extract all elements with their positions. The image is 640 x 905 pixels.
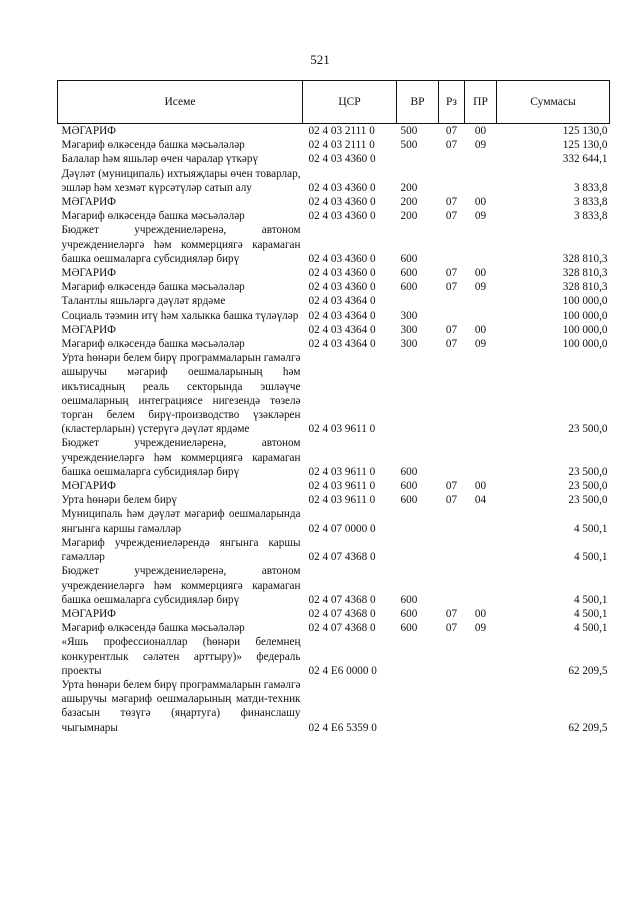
cell-csr: 02 4 07 0000 0	[308, 522, 376, 535]
table-row	[58, 280, 610, 294]
table-row	[58, 223, 610, 266]
cell-rz	[439, 635, 465, 678]
cell-csr: 02 4 03 2111 0	[308, 139, 375, 152]
cell-rz	[439, 167, 465, 195]
cell-vr	[397, 536, 439, 564]
cell-pr: 00	[474, 607, 487, 620]
cell-csr: 02 4 03 9611 0	[308, 480, 376, 493]
table-row	[58, 479, 610, 493]
table-row	[58, 323, 610, 337]
cell-rz	[439, 309, 465, 323]
cell-name: Мәгариф өлкәсендә башка мәсьәләләр	[61, 281, 245, 294]
cell-name: Талантлы яшьләргә дәүләт ярдәме	[61, 295, 226, 308]
cell-sum: 4 500,1	[573, 622, 608, 635]
cell-rz: 07	[445, 323, 458, 336]
cell-pr: 00	[474, 480, 487, 493]
cell-csr: 02 4 03 4360 0	[308, 252, 376, 265]
cell-sum: 4 500,1	[573, 607, 608, 620]
cell-csr: 02 4 E6 5359 0	[308, 721, 377, 734]
cell-csr: 02 4 03 9611 0	[308, 494, 376, 507]
cell-rz	[439, 536, 465, 564]
cell-vr: 600	[400, 267, 418, 280]
cell-name: Урта һөнәри белем бирү программаларын гамәлгә ашыручы мәгариф оешмаларының матди-техник базасын төзүгә (яңартуга) финанслашу чыгымнары	[61, 678, 301, 734]
table-row	[58, 507, 610, 535]
cell-name: Урта һөнәри белем бирү программаларын гамәлгә ашыручы мәгариф оешмаларының һәм икътисадның реаль секторында эшләүче оешмаларның интеграциясе нигезендә төзелә торган белем бирү-производство үзәкләрен (кластерларын) үстерүгә дәүләт ярдәме	[61, 352, 301, 436]
cell-csr: 02 4 07 4368 0	[308, 607, 376, 620]
cell-pr	[465, 635, 497, 678]
table-header-row	[58, 81, 610, 124]
header-sum: Суммасы	[497, 81, 610, 124]
cell-pr: 09	[474, 281, 487, 294]
table-row	[58, 152, 610, 166]
table-row	[58, 266, 610, 280]
cell-vr: 600	[400, 494, 418, 507]
cell-csr: 02 4 07 4368 0	[308, 551, 376, 564]
cell-sum: 100 000,0	[562, 338, 608, 351]
budget-table	[57, 80, 610, 735]
cell-sum: 62 209,5	[568, 721, 608, 734]
cell-pr	[465, 678, 497, 735]
cell-rz: 07	[445, 210, 458, 223]
header-vr: ВР	[397, 81, 439, 124]
cell-pr	[465, 309, 497, 323]
table-row	[58, 294, 610, 308]
cell-pr: 09	[474, 210, 487, 223]
table-row	[58, 351, 610, 436]
cell-name: Социаль тәэмин итү һәм халыкка башка түләүләр	[61, 309, 299, 322]
cell-name: Бюджет учреждениеләренә, автоном учреждениеләргә һәм коммерциягә карамаган башка оешмаларга субсидияләр бирү	[61, 437, 301, 478]
header-rz: Рз	[439, 81, 465, 124]
cell-csr: 02 4 03 2111 0	[308, 125, 375, 137]
cell-name: Бюджет учреждениеләренә, автоном учреждениеләргә һәм коммерциягә карамаган башка оешмаларга субсидияләр бирү	[61, 224, 301, 265]
cell-sum: 3 833,8	[573, 196, 608, 209]
table-row	[58, 195, 610, 209]
cell-pr: 00	[474, 125, 487, 137]
cell-vr: 200	[400, 210, 418, 223]
cell-sum: 4 500,1	[573, 593, 608, 606]
cell-pr	[465, 536, 497, 564]
cell-rz: 07	[445, 480, 458, 493]
cell-sum: 328 810,3	[562, 281, 608, 294]
cell-csr: 02 4 03 4360 0	[308, 267, 376, 280]
cell-pr: 00	[474, 196, 487, 209]
cell-name: МӘГАРИФ	[61, 607, 116, 620]
cell-vr: 500	[400, 139, 418, 152]
cell-sum: 23 500,0	[568, 423, 608, 436]
cell-pr: 09	[474, 622, 487, 635]
cell-pr: 09	[474, 338, 487, 351]
table-row	[58, 607, 610, 621]
cell-sum: 332 644,1	[562, 153, 608, 166]
cell-pr	[465, 564, 497, 607]
cell-sum: 3 833,8	[573, 181, 608, 194]
table-row	[58, 124, 610, 139]
cell-csr: 02 4 E6 0000 0	[308, 664, 377, 677]
cell-rz	[439, 564, 465, 607]
cell-vr	[397, 152, 439, 166]
cell-vr	[397, 678, 439, 735]
cell-csr: 02 4 03 9611 0	[308, 465, 376, 478]
cell-name: МӘГАРИФ	[61, 267, 116, 280]
cell-vr: 200	[400, 196, 418, 209]
cell-name: Мәгариф өлкәсендә башка мәсьәләләр	[61, 139, 245, 152]
cell-sum: 100 000,0	[562, 309, 608, 322]
cell-vr	[397, 635, 439, 678]
cell-sum: 4 500,1	[573, 551, 608, 564]
cell-rz: 07	[445, 622, 458, 635]
table-row	[58, 635, 610, 678]
cell-sum: 328 810,3	[562, 252, 608, 265]
cell-sum: 125 130,0	[562, 125, 608, 137]
table-row	[58, 678, 610, 735]
cell-sum: 4 500,1	[573, 522, 608, 535]
cell-sum: 100 000,0	[562, 323, 608, 336]
cell-csr: 02 4 03 4360 0	[308, 153, 376, 166]
cell-vr: 600	[400, 622, 418, 635]
cell-name: Муниципаль һәм дәүләт мәгариф оешмаларында янгынга каршы гамәлләр	[61, 508, 301, 535]
cell-name: Мәгариф өлкәсендә башка мәсьәләләр	[61, 622, 245, 635]
cell-pr: 04	[474, 494, 487, 507]
cell-csr: 02 4 03 4364 0	[308, 309, 376, 322]
cell-vr: 500	[400, 125, 418, 137]
cell-rz: 07	[445, 267, 458, 280]
table-row	[58, 564, 610, 607]
cell-name: «Яшь профессионаллар (һөнәри белемнең конкурентлык сәләтен арттыру)» федераль проекты	[61, 636, 301, 677]
cell-rz: 07	[445, 125, 458, 137]
table-row	[58, 621, 610, 635]
table-row	[58, 337, 610, 351]
cell-sum: 23 500,0	[568, 480, 608, 493]
cell-vr: 300	[400, 309, 418, 322]
cell-pr	[465, 436, 497, 479]
cell-pr: 09	[474, 139, 487, 152]
cell-rz: 07	[445, 607, 458, 620]
cell-vr: 300	[400, 323, 418, 336]
cell-csr: 02 4 03 4364 0	[308, 338, 376, 351]
cell-rz	[439, 294, 465, 308]
cell-name: Мәгариф өлкәсендә башка мәсьәләләр	[61, 338, 245, 351]
cell-csr: 02 4 07 4368 0	[308, 593, 376, 606]
table-row	[58, 209, 610, 223]
cell-rz	[439, 507, 465, 535]
cell-vr: 600	[400, 480, 418, 493]
cell-csr: 02 4 03 4364 0	[308, 323, 376, 336]
table-row	[58, 167, 610, 195]
cell-csr: 02 4 07 4368 0	[308, 622, 376, 635]
cell-csr: 02 4 03 9611 0	[308, 423, 376, 436]
table-body	[58, 124, 610, 735]
cell-sum: 3 833,8	[573, 210, 608, 223]
cell-csr: 02 4 03 4364 0	[308, 295, 376, 308]
cell-vr: 600	[400, 607, 418, 620]
header-csr: ЦСР	[303, 81, 397, 124]
cell-rz: 07	[445, 494, 458, 507]
cell-sum: 328 810,3	[562, 267, 608, 280]
cell-rz	[439, 223, 465, 266]
cell-rz	[439, 436, 465, 479]
cell-rz: 07	[445, 281, 458, 294]
cell-vr: 600	[400, 593, 418, 606]
cell-name: МӘГАРИФ	[61, 323, 116, 336]
cell-name: Мәгариф өлкәсендә башка мәсьәләләр	[61, 210, 245, 223]
cell-pr: 00	[474, 323, 487, 336]
table-row	[58, 493, 610, 507]
cell-csr: 02 4 03 4360 0	[308, 281, 376, 294]
cell-sum: 23 500,0	[568, 465, 608, 478]
cell-rz: 07	[445, 139, 458, 152]
cell-vr: 600	[400, 281, 418, 294]
cell-csr: 02 4 03 4360 0	[308, 181, 376, 194]
cell-sum: 23 500,0	[568, 494, 608, 507]
table-row	[58, 309, 610, 323]
cell-pr	[465, 507, 497, 535]
cell-name: Бюджет учреждениеләренә, автоном учреждениеләргә һәм коммерциягә карамаган башка оешмаларга субсидияләр бирү	[61, 565, 301, 606]
cell-name: МӘГАРИФ	[61, 196, 116, 209]
cell-vr: 600	[400, 252, 418, 265]
cell-name: Урта һөнәри белем бирү	[61, 494, 177, 507]
cell-name: МӘГАРИФ	[61, 125, 116, 137]
cell-name: Мәгариф учреждениеләрендә янгынга каршы гамәлләр	[61, 536, 301, 564]
cell-csr: 02 4 03 4360 0	[308, 210, 376, 223]
cell-csr: 02 4 03 4360 0	[308, 196, 376, 209]
cell-rz	[439, 152, 465, 166]
cell-rz	[439, 351, 465, 436]
page-number: 521	[310, 52, 330, 67]
table-row	[58, 138, 610, 152]
table-row	[58, 536, 610, 564]
cell-name: Балалар һәм яшьләр өчен чаралар үткәрү	[61, 153, 259, 166]
cell-pr: 00	[474, 267, 487, 280]
cell-rz	[439, 678, 465, 735]
cell-pr	[465, 294, 497, 308]
cell-pr	[465, 167, 497, 195]
cell-pr	[465, 152, 497, 166]
header-name: Исеме	[58, 81, 303, 124]
cell-vr: 600	[400, 465, 418, 478]
cell-vr: 300	[400, 338, 418, 351]
cell-vr	[397, 294, 439, 308]
cell-name: Дәүләт (муниципаль) ихтыяҗлары өчен товарлар, эшләр һәм хезмәт күрсәтүләр сатып алу	[61, 167, 301, 194]
cell-vr: 200	[400, 181, 418, 194]
cell-rz: 07	[445, 196, 458, 209]
cell-vr	[397, 507, 439, 535]
cell-rz: 07	[445, 338, 458, 351]
cell-pr	[465, 351, 497, 436]
cell-sum: 62 209,5	[568, 664, 608, 677]
cell-name: МӘГАРИФ	[61, 480, 116, 493]
table-row	[58, 436, 610, 479]
cell-vr	[397, 351, 439, 436]
cell-sum: 125 130,0	[562, 139, 608, 152]
cell-pr	[465, 223, 497, 266]
header-pr: ПР	[465, 81, 497, 124]
cell-sum: 100 000,0	[562, 295, 608, 308]
